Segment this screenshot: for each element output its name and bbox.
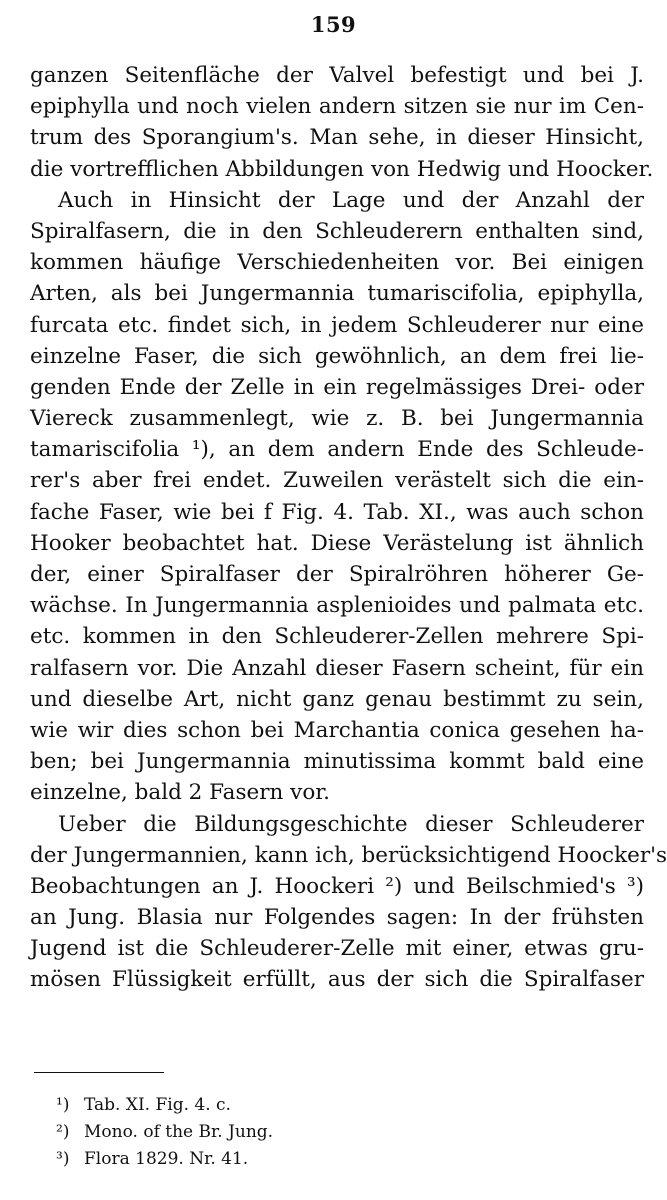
text-line: fache Faser, wie bei f Fig. 4. Tab. XI., was auch schon (30, 499, 644, 525)
paragraph-first-line: Auch in Hinsicht der Lage und der Anzahl der (58, 187, 644, 213)
text-line: einzelne Faser, die sich gewöhnlich, an dem frei lie- (30, 343, 644, 369)
text-line: ganzen Seitenfläche der Valvel befestigt und bei J. (30, 63, 644, 88)
text-line: ralfasern vor. Die Anzahl dieser Fasern scheint, für ein (30, 655, 644, 681)
text-line: der, einer Spiralfaser der Spiralröhren höherer Ge- (30, 562, 644, 587)
text-line: Hooker beobachtet hat. Diese Verästelung ist ähnlich (30, 530, 644, 556)
text-line: die vortrefflichen Abbildungen von Hedwig und Hoocker. (30, 156, 654, 182)
text-line: Viereck zusammenlegt, wie z. B. bei Jungermannia (30, 406, 644, 432)
footnote-text: Mono. of the Br. Jung. (84, 1122, 274, 1142)
text-line: Beobachtungen an J. Hoockeri ²) und Beilschmied's ³) (30, 873, 644, 899)
text-line: an Jung. Blasia nur Folgendes sagen: In der frühsten (30, 905, 644, 931)
text-line: rer's aber frei endet. Zuweilen verästelt sich die ein- (30, 468, 644, 494)
text-line: genden Ende der Zelle in ein regelmässiges Drei- oder (30, 374, 644, 400)
text-line: Arten, als bei Jungermannia tumariscifolia, epiphylla, (30, 281, 644, 307)
footnote (56, 1146, 616, 1173)
text-line: trum des Sporangium's. Man sehe, in dieser Hinsicht, (30, 125, 644, 151)
text-line: etc. kommen in den Schleuderer-Zellen mehrere Spi- (30, 624, 644, 650)
footnote-mark: ²) (56, 1122, 70, 1142)
footnote (56, 1092, 616, 1119)
text-line: mösen Flüssigkeit erfüllt, aus der sich die Spiralfaser (30, 967, 644, 993)
body-text (30, 60, 667, 996)
text-line: und dieselbe Art, nicht ganz genau bestimmt zu sein, (30, 686, 644, 712)
footnote-mark: ³) (56, 1149, 70, 1169)
text-line: der Jungermannien, kann ich, berücksichtigend Hoocker's (30, 842, 667, 868)
text-line: ben; bei Jungermannia minutissima kommt bald eine (30, 749, 644, 775)
text-line: wächse. In Jungermannia asplenioides und palmata etc. (30, 593, 644, 619)
text-line: Jugend ist die Schleuderer-Zelle mit einer, etwas gru- (30, 936, 644, 962)
text-line: einzelne, bald 2 Fasern vor. (30, 780, 331, 806)
text-line: wie wir dies schon bei Marchantia conica gesehen ha- (30, 717, 644, 743)
footnote-text: Flora 1829. Nr. 41. (84, 1149, 249, 1169)
page-number: 159 (310, 12, 357, 37)
footnote-text: Tab. XI. Fig. 4. c. (84, 1095, 231, 1115)
footnote-divider (34, 1072, 164, 1073)
text-line: furcata etc. findet sich, in jedem Schleuderer nur eine (30, 312, 644, 338)
text-line: tamariscifolia ¹), an dem andern Ende des Schleude- (30, 437, 644, 463)
footnote-mark: ¹) (56, 1095, 70, 1115)
text-line: kommen häufige Verschiedenheiten vor. Bei einigen (30, 250, 644, 276)
text-line: Spiralfasern, die in den Schleuderern enthalten sind, (30, 218, 644, 244)
footnotes (56, 1092, 616, 1173)
paragraph-first-line: Ueber die Bildungsgeschichte dieser Schleuderer (58, 811, 644, 837)
text-line: epiphylla und noch vielen andern sitzen sie nur im Cen- (30, 94, 644, 120)
footnote (56, 1119, 616, 1146)
